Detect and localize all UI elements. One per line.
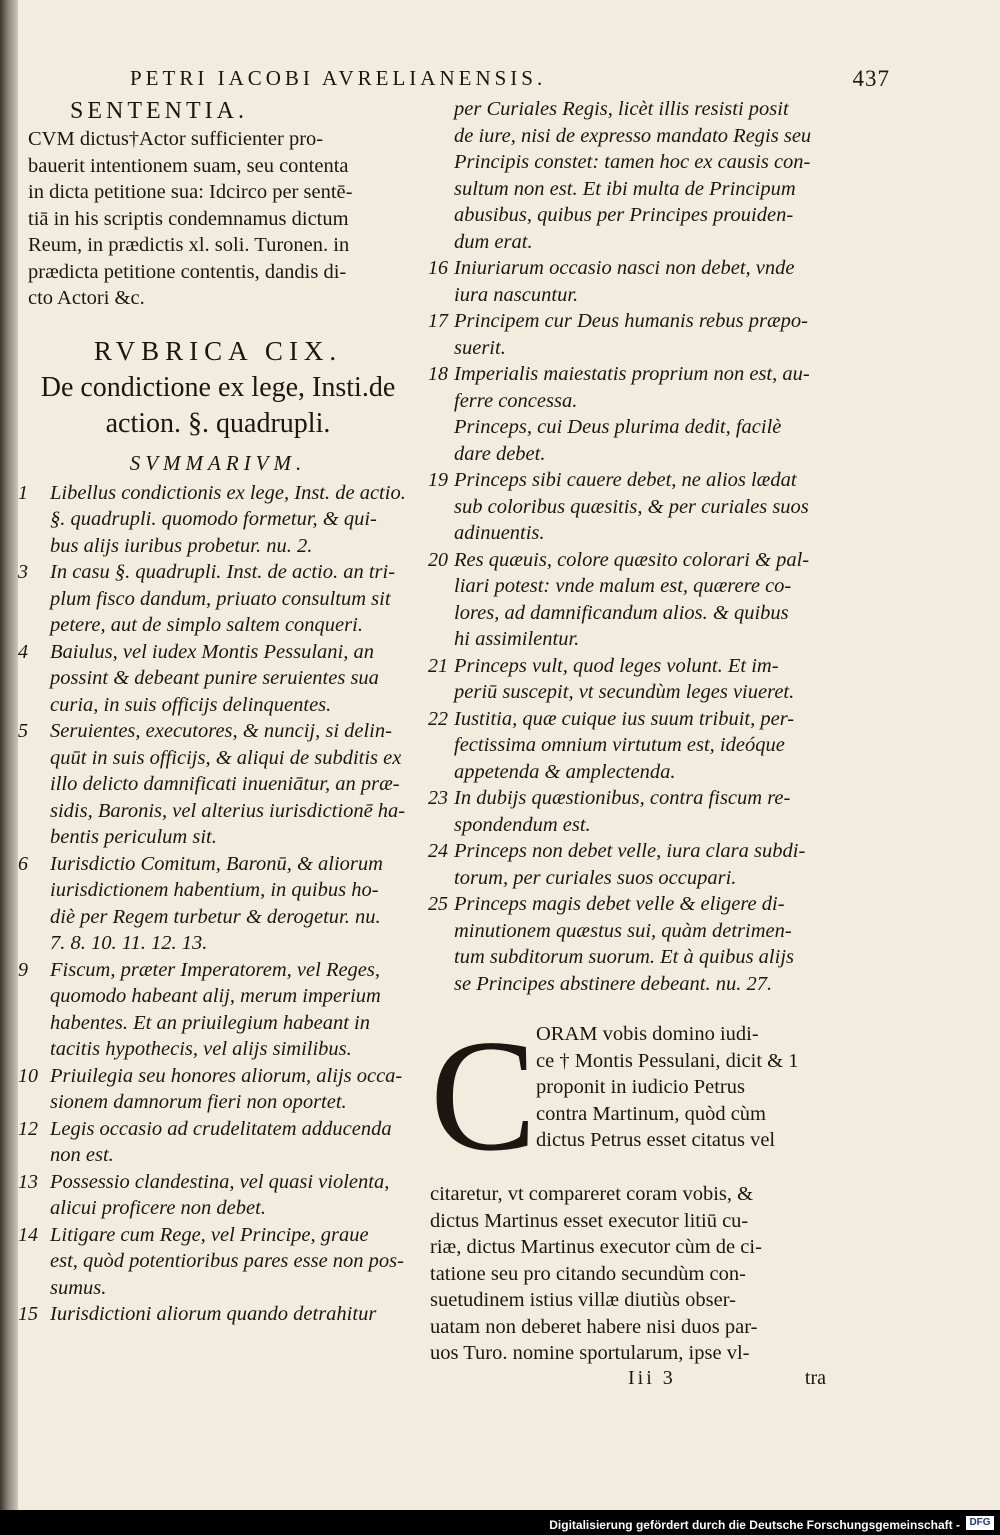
funding-notice: Digitalisierung gefördert durch die Deutsche Forschungsgemeinschaft - <box>549 1518 960 1532</box>
catchword: tra <box>804 1366 826 1389</box>
text-line: torum, per curiales suos occupari. <box>454 866 737 889</box>
text-line: se Principes abstinere debeant. nu. 27. <box>454 972 773 995</box>
summary-entry <box>18 851 418 957</box>
entry-number: 16 <box>428 257 448 279</box>
text-line: diè per Regem turbetur & derogetur. nu. <box>50 905 381 928</box>
text-line: tiā in his scriptis condemnamus dictum <box>28 207 349 230</box>
text-line: tum subditorum suorum. Et à quibus alijs <box>454 946 794 968</box>
text-line: uos Turo. nomine sportularum, ipse vl- <box>430 1342 750 1364</box>
page-number: 437 <box>852 66 890 91</box>
summary-entry <box>18 1063 418 1116</box>
text-line: Imperialis maiestatis proprium non est, au- <box>454 363 810 385</box>
summary-entry <box>18 957 418 1063</box>
text-line: uatam non deberet habere nisi duos par- <box>430 1315 758 1338</box>
entry-number: 23 <box>428 787 448 809</box>
summary-entry <box>18 1116 418 1169</box>
entry-number: 6 <box>18 852 28 875</box>
text-line: habentes. Et an priuilegium habeant in <box>50 1011 370 1034</box>
signature-mark: Iii 3 <box>628 1366 676 1389</box>
text-line: sub coloribus quæsitis, & per curiales suos <box>454 495 809 518</box>
body-opening <box>428 1006 830 1184</box>
text-line: curia, in suis officijs delinquentes. <box>50 693 332 716</box>
text-line: Iurisdictioni aliorum quando detrahitur <box>50 1303 377 1325</box>
text-line: riæ, dictus Martinus executor cùm de ci- <box>430 1236 762 1258</box>
text-line: Baiulus, vel iudex Montis Pessulani, an <box>50 640 374 663</box>
text-line: iurisdictionem habentium, in quibus ho- <box>50 879 379 901</box>
text-line: Possessio clandestina, vel quasi violenta, <box>50 1170 390 1193</box>
text-line: sionem damnorum fieri non oportet. <box>50 1091 347 1113</box>
text-line: suerit. <box>454 336 506 359</box>
text-line: prædicta petitione contentis, dandis di- <box>28 260 347 283</box>
entry-number: 4 <box>18 640 28 663</box>
text-line: Legis occasio ad crudelitatem adducenda <box>50 1117 392 1140</box>
text-line: adinuentis. <box>454 522 545 544</box>
text-line: proponit in iudicio Petrus <box>536 1076 745 1098</box>
text-line: petere, aut de simplo saltem conqueri. <box>50 614 363 636</box>
text-line: in dicta petitione sua: Idcirco per sentē- <box>28 181 353 203</box>
entry-number: 13 <box>18 1170 38 1193</box>
sentence-text <box>18 126 418 312</box>
summary-entry <box>428 467 830 547</box>
text-line: Princeps vult, quod leges volunt. Et im- <box>454 654 779 677</box>
entry-number: 18 <box>428 363 448 385</box>
text-line: liari potest: vnde malum est, quærere co- <box>454 575 792 597</box>
text-line: lores, ad damnificandum alios. & quibus <box>454 601 789 624</box>
summary-list <box>18 480 418 1328</box>
text-line: Princeps non debet velle, iura clara subdi- <box>454 840 806 862</box>
text-line: Iustitia, quæ cuique ius suum tribuit, per- <box>454 707 795 730</box>
summary-entry <box>18 1169 418 1222</box>
entry-number: 24 <box>428 840 448 862</box>
text-line: spondendum est. <box>454 813 591 836</box>
sententia-heading: SENTENTIA. <box>70 98 248 124</box>
text-line: In dubijs quæstionibus, contra fiscum re- <box>454 787 791 809</box>
text-line: Princeps, cui Deus plurima dedit, facilè <box>454 416 782 438</box>
text-line: In casu §. quadrupli. Inst. de actio. an tri- <box>50 561 396 583</box>
text-line: illo delicto damnificati inueniātur, an præ- <box>50 773 400 795</box>
summary-entry <box>428 706 830 786</box>
text-line: Libellus condictionis ex lege, Inst. de actio. <box>50 481 406 504</box>
text-line: Seruientes, executores, & nuncij, si delin- <box>50 720 392 742</box>
text-line: sumus. <box>50 1276 107 1299</box>
text-line: citaretur, vt compareret coram vobis, & <box>430 1183 754 1205</box>
drop-cap-lines <box>536 1021 832 1154</box>
text-line: sidis, Baronis, vel alterius iurisdictionē ha- <box>50 799 406 822</box>
entry-number: 22 <box>428 707 448 730</box>
summary-entry <box>428 653 830 706</box>
text-line: Iniuriarum occasio nasci non debet, vnde <box>454 257 795 279</box>
summary-entry <box>18 559 418 639</box>
text-line: Litigare cum Rege, vel Principe, graue <box>50 1223 369 1246</box>
text-line: Principem cur Deus humanis rebus præpo- <box>454 310 808 332</box>
text-line: periū suscepit, vt secundùm leges viueret. <box>454 681 795 703</box>
header-title: PETRI IACOBI AVRELIANENSIS. <box>130 66 547 90</box>
text-line: ORAM vobis domino iudi- <box>536 1023 759 1045</box>
summary-entry <box>428 255 830 308</box>
text-line: Princeps magis debet velle & eligere di- <box>454 893 785 915</box>
dfg-logo: DFG <box>966 1516 994 1530</box>
summary-entry <box>18 1301 418 1328</box>
summary-list <box>428 255 830 997</box>
text-line: alicui proficere non debet. <box>50 1197 266 1219</box>
text-line: hi assimilentur. <box>454 628 580 650</box>
entry-number: 10 <box>18 1064 38 1087</box>
entry-number: 12 <box>18 1117 38 1140</box>
text-line: cto Actori &c. <box>28 287 145 309</box>
text-line: CVM dictus†Actor sufficienter pro- <box>28 128 324 150</box>
text-line: ferre concessa. <box>454 389 578 412</box>
text-line: dictus Martinus esset executor litiū cu- <box>430 1209 749 1232</box>
text-line: appetenda & amplectenda. <box>454 760 676 783</box>
text-line: bentis periculum sit. <box>50 826 217 848</box>
summary-entry <box>428 361 830 467</box>
entry-number: 15 <box>18 1303 38 1325</box>
text-line: per Curiales Regis, licèt illis resisti posit <box>454 98 789 120</box>
entry-number: 25 <box>428 893 448 915</box>
entry-number: 17 <box>428 310 448 332</box>
summary-entry <box>428 308 830 361</box>
entry-number: 1 <box>18 481 28 504</box>
text-line: dare debet. <box>454 442 546 465</box>
left-column <box>18 96 418 1328</box>
text-line: ce † Montis Pessulani, dicit & 1 <box>536 1049 799 1072</box>
text-line: possint & debeant punire seruientes sua <box>50 667 379 689</box>
running-header <box>90 66 890 96</box>
text-line: Principis constet: tamen hoc ex causis con- <box>454 151 811 173</box>
summary-entry <box>428 838 830 891</box>
body-text <box>428 1181 830 1367</box>
text-line: Reum, in prædictis xl. soli. Turonen. in <box>28 234 350 256</box>
entry-number: 20 <box>428 548 448 571</box>
text-line: de iure, nisi de expresso mandato Regis seu <box>454 124 812 147</box>
continuation-text <box>428 96 830 255</box>
entry-number: 9 <box>18 958 28 981</box>
text-line: tatione seu pro citando secundùm con- <box>430 1262 746 1285</box>
summary-entry <box>428 891 830 997</box>
text-line: tacitis hypothecis, vel alijs similibus. <box>50 1038 352 1060</box>
text-line: suetudinem istius villæ diutiùs obser- <box>430 1289 736 1311</box>
summarium-heading: SVMMARIVM. <box>129 450 307 475</box>
text-line: sultum non est. Et ibi multa de Principum <box>454 177 796 200</box>
drop-cap: C <box>430 1006 537 1184</box>
text-line: dictus Petrus esset citatus vel <box>536 1129 776 1151</box>
text-line: iura nascuntur. <box>454 283 579 306</box>
text-line: bus alijs iuribus probetur. nu. 2. <box>50 534 313 557</box>
entry-number: 14 <box>18 1223 38 1246</box>
section-heading-line: action. §. quadrupli. <box>105 407 331 439</box>
rubric-heading: RVBRICA CIX. <box>93 335 343 366</box>
text-line: contra Martinum, quòd cùm <box>536 1102 767 1125</box>
section-heading-line: De condictione ex lege, Insti.de <box>40 371 396 403</box>
right-column <box>428 96 830 1397</box>
text-line: quūt in suis officijs, & aliqui de subditis ex <box>50 746 402 769</box>
text-line: non est. <box>50 1144 114 1166</box>
entry-number: 3 <box>18 561 28 583</box>
summary-entry <box>18 718 418 851</box>
page-footer <box>428 1367 830 1397</box>
text-line: minutionem quæstus sui, quàm detrimen- <box>454 919 792 942</box>
entry-number: 5 <box>18 720 28 742</box>
text-line: plum fisco dandum, priuato consultum sit <box>50 587 391 610</box>
text-line: §. quadrupli. quomodo formetur, & qui- <box>50 508 377 530</box>
text-line: Res quæuis, colore quæsito colorari & pal- <box>454 548 810 571</box>
summary-entry <box>18 639 418 719</box>
text-line: bauerit intentionem suam, seu contenta <box>28 154 349 177</box>
text-line: fectissima omnium virtutum est, ideóque <box>454 734 785 756</box>
entry-number: 21 <box>428 654 448 677</box>
text-line: est, quòd potentioribus pares esse non pos- <box>50 1250 404 1272</box>
summary-entry <box>18 1222 418 1302</box>
text-line: quomodo habeant alij, merum imperium <box>50 985 381 1007</box>
text-line: Iurisdictio Comitum, Baronū, & aliorum <box>50 852 383 875</box>
text-line: dum erat. <box>454 230 533 253</box>
book-spine <box>0 0 18 1510</box>
text-line: 7. 8. 10. 11. 12. 13. <box>50 932 208 954</box>
text-line: Princeps sibi cauere debet, ne alios lædat <box>454 469 797 491</box>
text-line: abusibus, quibus per Principes prouiden- <box>454 204 794 226</box>
text-line: Fiscum, præter Imperatorem, vel Reges, <box>50 958 381 981</box>
summary-entry <box>428 547 830 653</box>
text-line: Priuilegia seu honores aliorum, alijs occa- <box>50 1064 403 1087</box>
entry-number: 19 <box>428 469 448 491</box>
summary-entry <box>18 480 418 560</box>
summary-entry <box>428 785 830 838</box>
